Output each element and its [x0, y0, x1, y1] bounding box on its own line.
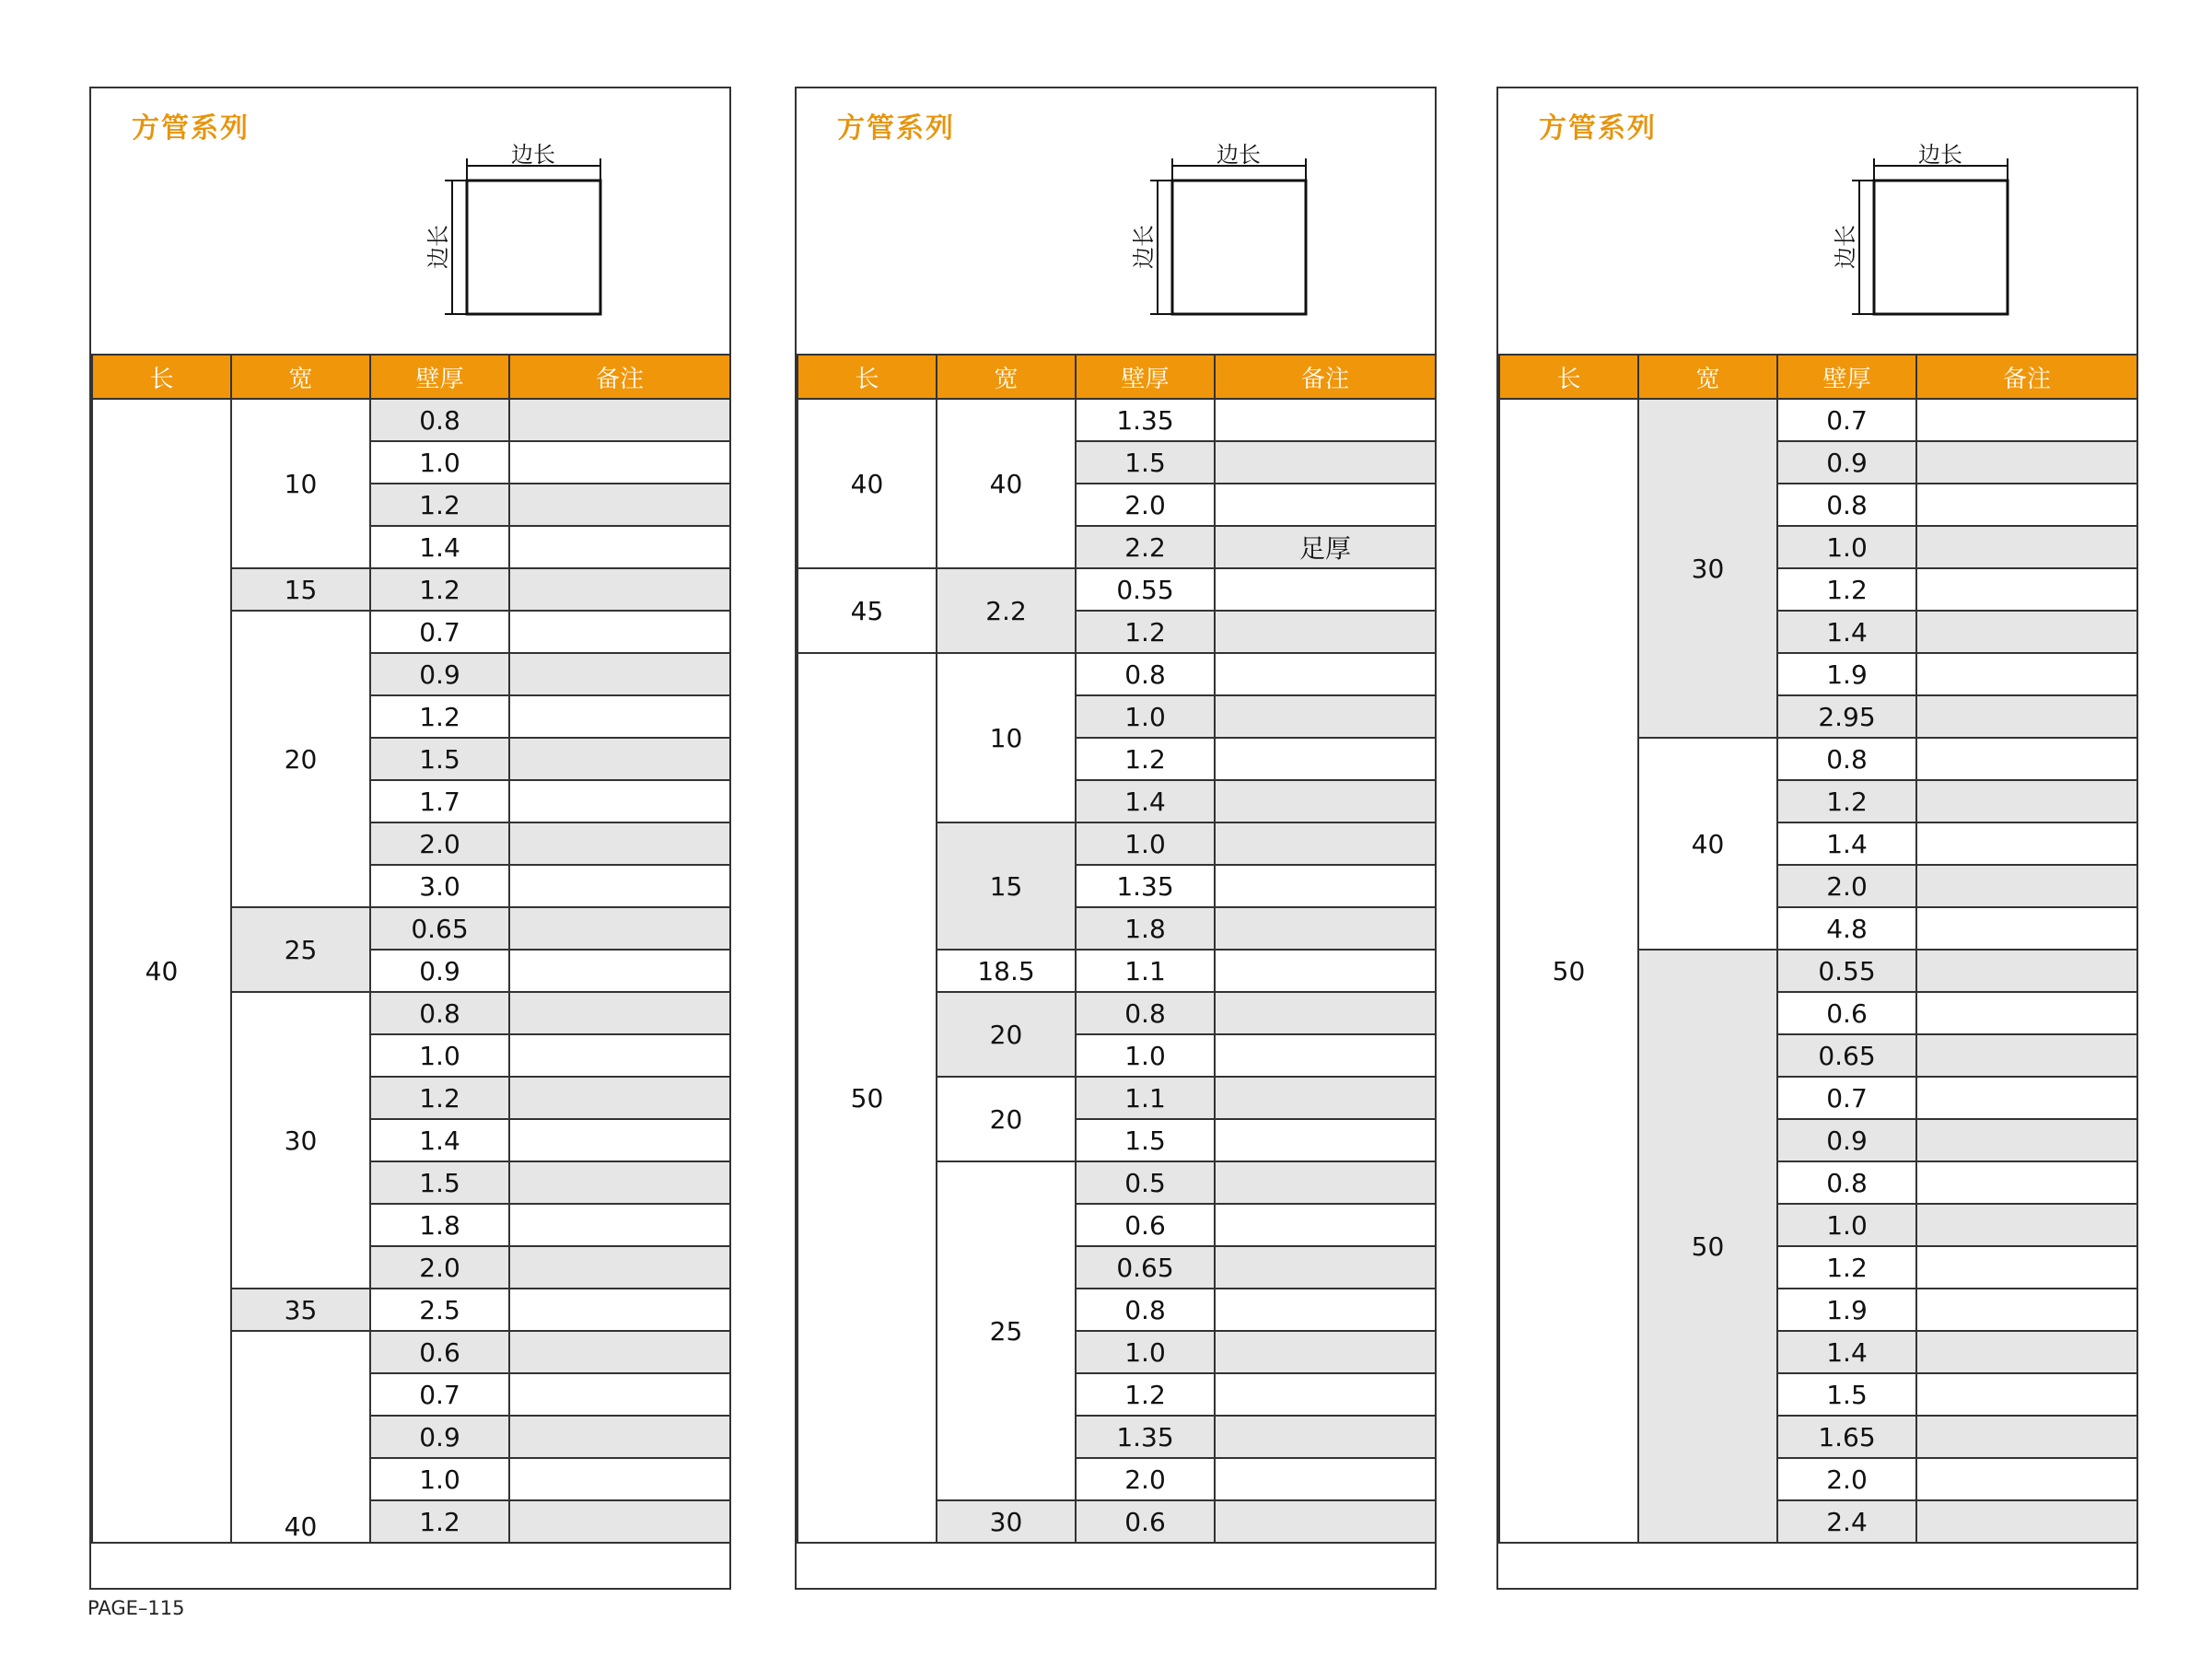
thickness-cell: 1.1 [1076, 1077, 1215, 1119]
thickness-cell: 1.35 [1076, 865, 1215, 907]
remarks-cell [1916, 1331, 2137, 1373]
thickness-cell: 1.5 [370, 738, 509, 780]
remarks-cell [1916, 568, 2137, 611]
spec-table [91, 354, 731, 1544]
thickness-cell: 0.6 [1076, 1204, 1215, 1246]
top-dimension-label: 边长 [511, 142, 555, 168]
remarks-cell [1215, 1458, 1436, 1500]
remarks-cell [509, 1034, 730, 1077]
thickness-cell: 1.5 [1076, 1119, 1215, 1161]
thickness-cell: 1.5 [370, 1161, 509, 1204]
width-cell: 10 [231, 399, 370, 568]
width-cell: 15 [937, 822, 1076, 950]
header-remarks: 备注 [1215, 355, 1436, 399]
thickness-cell: 1.7 [370, 780, 509, 822]
remarks-cell [1215, 822, 1436, 865]
thickness-cell: 1.5 [1076, 441, 1215, 484]
remarks-cell [1916, 992, 2137, 1034]
width-cell: 50 [1638, 950, 1777, 1543]
remarks-cell [509, 780, 730, 822]
remarks-cell [509, 738, 730, 780]
spec-panel [89, 87, 731, 1590]
remarks-cell [509, 1331, 730, 1373]
thickness-cell: 1.2 [370, 1500, 509, 1543]
thickness-cell: 1.2 [1777, 780, 1916, 822]
remarks-cell [1916, 822, 2137, 865]
thickness-cell: 0.9 [370, 1416, 509, 1458]
thickness-cell: 0.7 [1777, 399, 1916, 441]
length-cell: 40 [797, 399, 937, 568]
thickness-cell: 1.0 [1777, 1204, 1916, 1246]
table-row [797, 568, 1436, 611]
remarks-cell [1215, 907, 1436, 950]
table-row [1499, 399, 2137, 441]
remarks-cell [509, 526, 730, 568]
width-cell: 40 [1638, 738, 1777, 950]
remarks-cell [1215, 484, 1436, 526]
remarks-cell [1215, 399, 1436, 441]
thickness-cell: 1.0 [1777, 526, 1916, 568]
thickness-cell: 4.8 [1777, 907, 1916, 950]
header-width: 宽 [1638, 355, 1777, 399]
header-length: 长 [92, 355, 231, 399]
thickness-cell: 0.9 [370, 950, 509, 992]
thickness-cell: 3.0 [370, 865, 509, 907]
remarks-cell [1215, 611, 1436, 653]
thickness-cell: 1.2 [370, 484, 509, 526]
side-dimension-label: 边长 [425, 225, 451, 269]
top-dimension-label: 边长 [1217, 142, 1261, 168]
remarks-cell [1215, 1416, 1436, 1458]
remarks-cell [1215, 1077, 1436, 1119]
width-cell: 20 [937, 992, 1076, 1077]
remarks-cell [509, 1458, 730, 1500]
width-cell: 20 [937, 1077, 1076, 1161]
thickness-cell: 0.8 [1076, 653, 1215, 695]
thickness-cell: 0.6 [1076, 1500, 1215, 1543]
thickness-cell: 1.2 [1076, 1373, 1215, 1416]
remarks-cell [1916, 441, 2137, 484]
remarks-cell [1916, 484, 2137, 526]
thickness-cell: 0.8 [1777, 484, 1916, 526]
remarks-cell [1916, 1161, 2137, 1204]
remarks-cell [1916, 1204, 2137, 1246]
spec-panel [795, 87, 1437, 1590]
table-row [92, 399, 730, 441]
panel-title: 方管系列 [837, 112, 955, 145]
length-cell: 45 [797, 568, 937, 653]
thickness-cell: 0.9 [370, 653, 509, 695]
remarks-cell [1916, 1416, 2137, 1458]
remarks-cell [509, 441, 730, 484]
remarks-cell [1916, 780, 2137, 822]
thickness-cell: 0.5 [1076, 1161, 1215, 1204]
header-remarks: 备注 [1916, 355, 2137, 399]
page-number: PAGE–115 [87, 1597, 185, 1619]
thickness-cell: 0.8 [370, 399, 509, 441]
table-row [797, 399, 1436, 441]
remarks-cell [1215, 653, 1436, 695]
table-header-row [1499, 355, 2137, 399]
square-outline [1874, 181, 2008, 314]
remarks-cell [1215, 568, 1436, 611]
remarks-cell [1215, 1034, 1436, 1077]
remarks-cell [509, 611, 730, 653]
width-cell: 18.5 [937, 950, 1076, 992]
remarks-cell [1215, 780, 1436, 822]
thickness-cell: 1.35 [1076, 399, 1215, 441]
remarks-cell [1916, 1077, 2137, 1119]
thickness-cell: 0.7 [370, 1373, 509, 1416]
square-tube-diagram [1498, 88, 2136, 352]
remarks-cell [509, 1077, 730, 1119]
square-outline [1172, 181, 1306, 314]
thickness-cell: 1.4 [370, 526, 509, 568]
remarks-cell [509, 1119, 730, 1161]
remarks-cell [509, 1246, 730, 1289]
thickness-cell: 0.65 [370, 907, 509, 950]
remarks-cell: 足厚 [1215, 526, 1436, 568]
remarks-cell [1215, 1246, 1436, 1289]
remarks-cell [1916, 695, 2137, 738]
thickness-cell: 0.8 [1777, 738, 1916, 780]
remarks-cell [1916, 1458, 2137, 1500]
width-cell: 40 [231, 1331, 370, 1543]
thickness-cell: 1.8 [370, 1204, 509, 1246]
table-header-row [797, 355, 1436, 399]
thickness-cell: 0.8 [1076, 1289, 1215, 1331]
thickness-cell: 1.9 [1777, 653, 1916, 695]
header-thickness: 壁厚 [1076, 355, 1215, 399]
remarks-cell [1215, 1500, 1436, 1543]
remarks-cell [1215, 738, 1436, 780]
thickness-cell: 1.1 [1076, 950, 1215, 992]
remarks-cell [1916, 950, 2137, 992]
header-length: 长 [1499, 355, 1638, 399]
width-cell: 2.2 [937, 568, 1076, 653]
spec-table [797, 354, 1437, 1544]
thickness-cell: 0.6 [370, 1331, 509, 1373]
spec-table [1498, 354, 2138, 1544]
remarks-cell [1215, 441, 1436, 484]
remarks-cell [509, 1500, 730, 1543]
thickness-cell: 2.4 [1777, 1500, 1916, 1543]
header-width: 宽 [937, 355, 1076, 399]
thickness-cell: 1.0 [1076, 1331, 1215, 1373]
remarks-cell [1916, 1373, 2137, 1416]
remarks-cell [509, 865, 730, 907]
thickness-cell: 1.0 [1076, 695, 1215, 738]
length-cell: 50 [1499, 399, 1638, 1543]
width-cell: 30 [231, 992, 370, 1289]
remarks-cell [1215, 1161, 1436, 1204]
remarks-cell [509, 653, 730, 695]
panel-title: 方管系列 [132, 112, 250, 145]
table-header-row [92, 355, 730, 399]
header-width: 宽 [231, 355, 370, 399]
remarks-cell [509, 695, 730, 738]
remarks-cell [509, 568, 730, 611]
thickness-cell: 1.4 [1777, 1331, 1916, 1373]
thickness-cell: 0.9 [1777, 441, 1916, 484]
header-thickness: 壁厚 [1777, 355, 1916, 399]
side-dimension-label: 边长 [1833, 225, 1858, 269]
length-cell: 40 [92, 399, 231, 1543]
remarks-cell [1916, 738, 2137, 780]
width-cell: 25 [937, 1161, 1076, 1500]
remarks-cell [509, 1289, 730, 1331]
thickness-cell: 1.2 [1777, 568, 1916, 611]
thickness-cell: 1.0 [370, 441, 509, 484]
thickness-cell: 1.4 [1777, 822, 1916, 865]
thickness-cell: 0.8 [370, 992, 509, 1034]
remarks-cell [1215, 950, 1436, 992]
remarks-cell [509, 1373, 730, 1416]
table-row [797, 653, 1436, 695]
remarks-cell [1215, 1373, 1436, 1416]
header-thickness: 壁厚 [370, 355, 509, 399]
thickness-cell: 2.0 [370, 1246, 509, 1289]
thickness-cell: 1.0 [370, 1458, 509, 1500]
remarks-cell [509, 907, 730, 950]
remarks-cell [509, 822, 730, 865]
width-cell: 25 [231, 907, 370, 992]
header-length: 长 [797, 355, 937, 399]
thickness-cell: 2.0 [370, 822, 509, 865]
thickness-cell: 1.4 [1076, 780, 1215, 822]
width-cell: 30 [937, 1500, 1076, 1543]
remarks-cell [1215, 1289, 1436, 1331]
thickness-cell: 1.5 [1777, 1373, 1916, 1416]
side-dimension-label: 边长 [1131, 225, 1157, 269]
remarks-cell [1916, 1034, 2137, 1077]
remarks-cell [509, 950, 730, 992]
thickness-cell: 0.55 [1777, 950, 1916, 992]
remarks-cell [1916, 611, 2137, 653]
remarks-cell [1916, 1119, 2137, 1161]
square-tube-diagram [797, 88, 1435, 352]
top-dimension-label: 边长 [1918, 142, 1962, 168]
width-cell: 40 [937, 399, 1076, 568]
thickness-cell: 1.8 [1076, 907, 1215, 950]
thickness-cell: 0.65 [1076, 1246, 1215, 1289]
thickness-cell: 1.9 [1777, 1289, 1916, 1331]
thickness-cell: 1.2 [1777, 1246, 1916, 1289]
width-cell: 35 [231, 1289, 370, 1331]
panel-title: 方管系列 [1539, 112, 1657, 145]
width-cell: 30 [1638, 399, 1777, 738]
remarks-cell [1215, 1204, 1436, 1246]
thickness-cell: 1.65 [1777, 1416, 1916, 1458]
remarks-cell [509, 1416, 730, 1458]
remarks-cell [509, 1204, 730, 1246]
remarks-cell [509, 1161, 730, 1204]
thickness-cell: 2.2 [1076, 526, 1215, 568]
thickness-cell: 1.0 [1076, 1034, 1215, 1077]
thickness-cell: 0.7 [370, 611, 509, 653]
remarks-cell [509, 399, 730, 441]
remarks-cell [1215, 1331, 1436, 1373]
square-outline [467, 181, 600, 314]
remarks-cell [1916, 865, 2137, 907]
thickness-cell: 0.9 [1777, 1119, 1916, 1161]
thickness-cell: 1.0 [370, 1034, 509, 1077]
thickness-cell: 0.8 [1076, 992, 1215, 1034]
thickness-cell: 1.2 [1076, 611, 1215, 653]
thickness-cell: 2.95 [1777, 695, 1916, 738]
remarks-cell [1916, 907, 2137, 950]
thickness-cell: 1.4 [1777, 611, 1916, 653]
remarks-cell [1916, 653, 2137, 695]
square-tube-diagram [91, 88, 729, 352]
thickness-cell: 1.35 [1076, 1416, 1215, 1458]
thickness-cell: 1.2 [370, 695, 509, 738]
thickness-cell: 2.0 [1076, 484, 1215, 526]
header-remarks: 备注 [509, 355, 730, 399]
remarks-cell [1916, 1289, 2137, 1331]
remarks-cell [1916, 1500, 2137, 1543]
remarks-cell [509, 992, 730, 1034]
remarks-cell [1215, 865, 1436, 907]
thickness-cell: 2.0 [1076, 1458, 1215, 1500]
thickness-cell: 1.0 [1076, 822, 1215, 865]
thickness-cell: 1.2 [1076, 738, 1215, 780]
remarks-cell [1916, 399, 2137, 441]
thickness-cell: 0.8 [1777, 1161, 1916, 1204]
remarks-cell [1916, 1246, 2137, 1289]
thickness-cell: 0.65 [1777, 1034, 1916, 1077]
spec-panel [1496, 87, 2138, 1590]
width-cell: 20 [231, 611, 370, 907]
length-cell: 50 [797, 653, 937, 1543]
width-cell: 10 [937, 653, 1076, 822]
remarks-cell [1215, 695, 1436, 738]
thickness-cell: 2.5 [370, 1289, 509, 1331]
remarks-cell [1215, 1119, 1436, 1161]
remarks-cell [1215, 992, 1436, 1034]
thickness-cell: 1.2 [370, 1077, 509, 1119]
thickness-cell: 1.4 [370, 1119, 509, 1161]
remarks-cell [1916, 526, 2137, 568]
thickness-cell: 0.55 [1076, 568, 1215, 611]
thickness-cell: 1.2 [370, 568, 509, 611]
thickness-cell: 0.6 [1777, 992, 1916, 1034]
thickness-cell: 2.0 [1777, 1458, 1916, 1500]
width-cell: 15 [231, 568, 370, 611]
thickness-cell: 2.0 [1777, 865, 1916, 907]
remarks-cell [509, 484, 730, 526]
thickness-cell: 0.7 [1777, 1077, 1916, 1119]
